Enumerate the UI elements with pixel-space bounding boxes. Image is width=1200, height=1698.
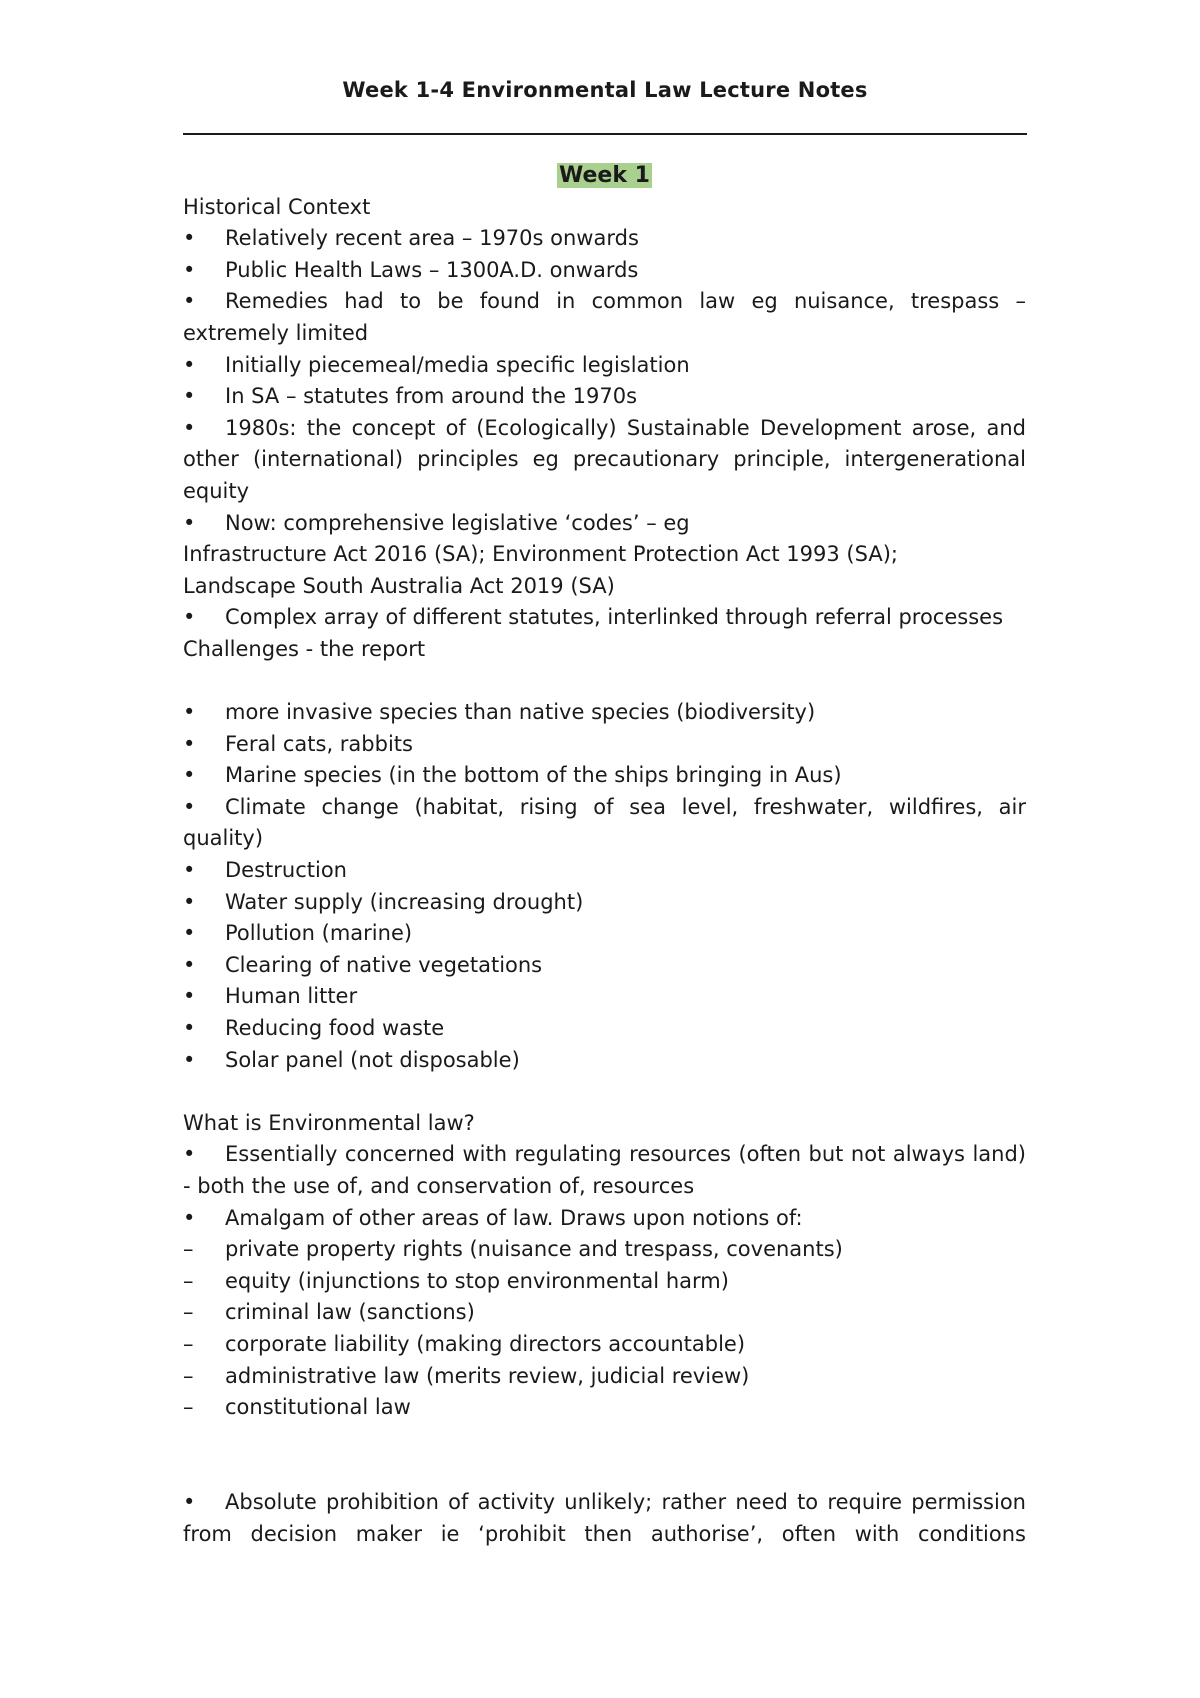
- section-heading-historical-context: Historical Context: [183, 194, 371, 219]
- bullet-marker: •: [183, 226, 196, 251]
- list-item-text: Complex array of different statutes, interlinked through referral processes: [225, 605, 1004, 630]
- list-item-text: Destruction: [225, 858, 347, 883]
- bullet-marker: •: [183, 731, 196, 756]
- list-item: [183, 760, 1026, 792]
- list-item-text: 1980s: the concept of (Ecologically) Sustainable Development arose, and other (international) principles eg precautionary principle, intergenerational equity: [183, 415, 1026, 503]
- list-item-text: Feral cats, rabbits: [225, 731, 413, 756]
- list-item-text: Remedies had to be found in common law eg nuisance, trespass – extremely limited: [183, 289, 1026, 345]
- list-item-text: corporate liability (making directors accountable): [225, 1331, 746, 1356]
- section-heading-challenges: Challenges - the report: [183, 636, 426, 661]
- list-item: [183, 855, 1026, 887]
- list-item-text: Water supply (increasing drought): [225, 889, 584, 914]
- list-item-text: criminal law (sanctions): [225, 1300, 475, 1325]
- list-item-text: Marine species (in the bottom of the ships bringing in Aus): [225, 763, 842, 788]
- bullet-marker: •: [183, 510, 196, 535]
- list-item: [183, 981, 1026, 1013]
- sub-list-item: [183, 1234, 1026, 1266]
- list-item: [183, 950, 1026, 982]
- section-heading-what-is-environmental-law: What is Environmental law?: [183, 1110, 475, 1135]
- bullet-marker: •: [183, 257, 196, 282]
- list-item-text: Climate change (habitat, rising of sea level, freshwater, wildfires, air quality): [183, 794, 1026, 851]
- bullet-marker: •: [183, 289, 196, 314]
- list-item: [183, 381, 1026, 413]
- bullet-marker: •: [183, 700, 196, 725]
- bullet-marker: •: [183, 984, 196, 1009]
- dash-marker: –: [183, 1395, 194, 1420]
- acts-line: Landscape South Australia Act 2019 (SA): [183, 573, 615, 598]
- bullet-marker: •: [183, 415, 196, 440]
- list-item: [183, 697, 1026, 729]
- list-item-text: Solar panel (not disposable): [225, 1047, 520, 1072]
- list-item: [183, 1045, 1026, 1077]
- blank-line: [183, 1455, 1026, 1487]
- list-item-text: Clearing of native vegetations: [225, 952, 543, 977]
- list-item: [183, 413, 1026, 508]
- list-item-text: Now: comprehensive legislative ‘codes’ – eg: [225, 510, 690, 535]
- bullet-marker: •: [183, 1047, 196, 1072]
- list-item-text: Amalgam of other areas of law. Draws upon notions of:: [225, 1205, 803, 1230]
- list-item-text: private property rights (nuisance and trespass, covenants): [225, 1237, 843, 1262]
- list-item-text: constitutional law: [225, 1395, 411, 1420]
- list-item: [183, 918, 1026, 950]
- bullet-marker: •: [183, 605, 196, 630]
- list-item: [183, 1013, 1026, 1045]
- sub-list-item: [183, 1361, 1026, 1393]
- list-item: [183, 286, 1026, 349]
- bullet-marker: •: [183, 921, 196, 946]
- list-item-text: Initially piecemeal/media specific legislation: [225, 352, 690, 377]
- list-item-text: Reducing food waste: [225, 1016, 445, 1041]
- list-item-text: Pollution (marine): [225, 921, 413, 946]
- dash-marker: –: [183, 1363, 194, 1388]
- sub-list-item: [183, 1266, 1026, 1298]
- title-divider: [183, 133, 1027, 135]
- bullet-marker: •: [183, 1016, 196, 1041]
- bullet-marker: •: [183, 858, 196, 883]
- sub-list-item: [183, 1297, 1026, 1329]
- list-item-text: more invasive species than native species (biodiversity): [225, 700, 816, 725]
- list-item: [183, 887, 1026, 919]
- list-item: [183, 792, 1026, 855]
- list-item-text: equity (injunctions to stop environmental harm): [225, 1268, 729, 1293]
- list-item: [183, 602, 1026, 634]
- bullet-marker: •: [183, 889, 196, 914]
- blank-line: [183, 666, 1026, 698]
- dash-marker: –: [183, 1237, 194, 1262]
- dash-marker: –: [183, 1300, 194, 1325]
- list-item-text: Public Health Laws – 1300A.D. onwards: [225, 257, 639, 282]
- list-item-text: Relatively recent area – 1970s onwards: [225, 226, 639, 251]
- dash-marker: –: [183, 1331, 194, 1356]
- bullet-marker: •: [183, 952, 196, 977]
- list-item: [183, 223, 1026, 255]
- acts-line: Infrastructure Act 2016 (SA); Environment Protection Act 1993 (SA);: [183, 542, 898, 567]
- blank-line: [183, 1076, 1026, 1108]
- dash-marker: –: [183, 1268, 194, 1293]
- list-item-text: Absolute prohibition of activity unlikely; rather need to require permission from decision maker ie ‘prohibit then authorise’, often with conditions: [183, 1489, 1026, 1546]
- list-item: [183, 1487, 1026, 1550]
- sub-list-item: [183, 1329, 1026, 1361]
- bullet-marker: •: [183, 1142, 196, 1167]
- list-item-text: Human litter: [225, 984, 358, 1009]
- bullet-marker: •: [183, 794, 196, 819]
- list-item: [183, 508, 1026, 540]
- blank-line: [183, 1424, 1026, 1456]
- list-item: [183, 1139, 1026, 1202]
- list-item-text: Essentially concerned with regulating resources (often but not always land) - both the use of, and conservation of, resources: [183, 1142, 1026, 1198]
- week-heading: [183, 160, 1026, 192]
- document-title: Week 1-4 Environmental Law Lecture Notes: [342, 78, 868, 102]
- list-item-text: administrative law (merits review, judicial review): [225, 1363, 750, 1388]
- list-item: [183, 255, 1026, 287]
- bullet-marker: •: [183, 1489, 196, 1514]
- bullet-marker: •: [183, 1205, 196, 1230]
- sub-list-item: [183, 1392, 1026, 1424]
- bullet-marker: •: [183, 763, 196, 788]
- bullet-marker: •: [183, 384, 196, 409]
- document-body: [183, 160, 1026, 1550]
- week-heading-highlight: Week 1: [559, 163, 650, 188]
- list-item: [183, 729, 1026, 761]
- list-item: [183, 1203, 1026, 1235]
- bullet-marker: •: [183, 352, 196, 377]
- list-item: [183, 350, 1026, 382]
- list-item-text: In SA – statutes from around the 1970s: [225, 384, 638, 409]
